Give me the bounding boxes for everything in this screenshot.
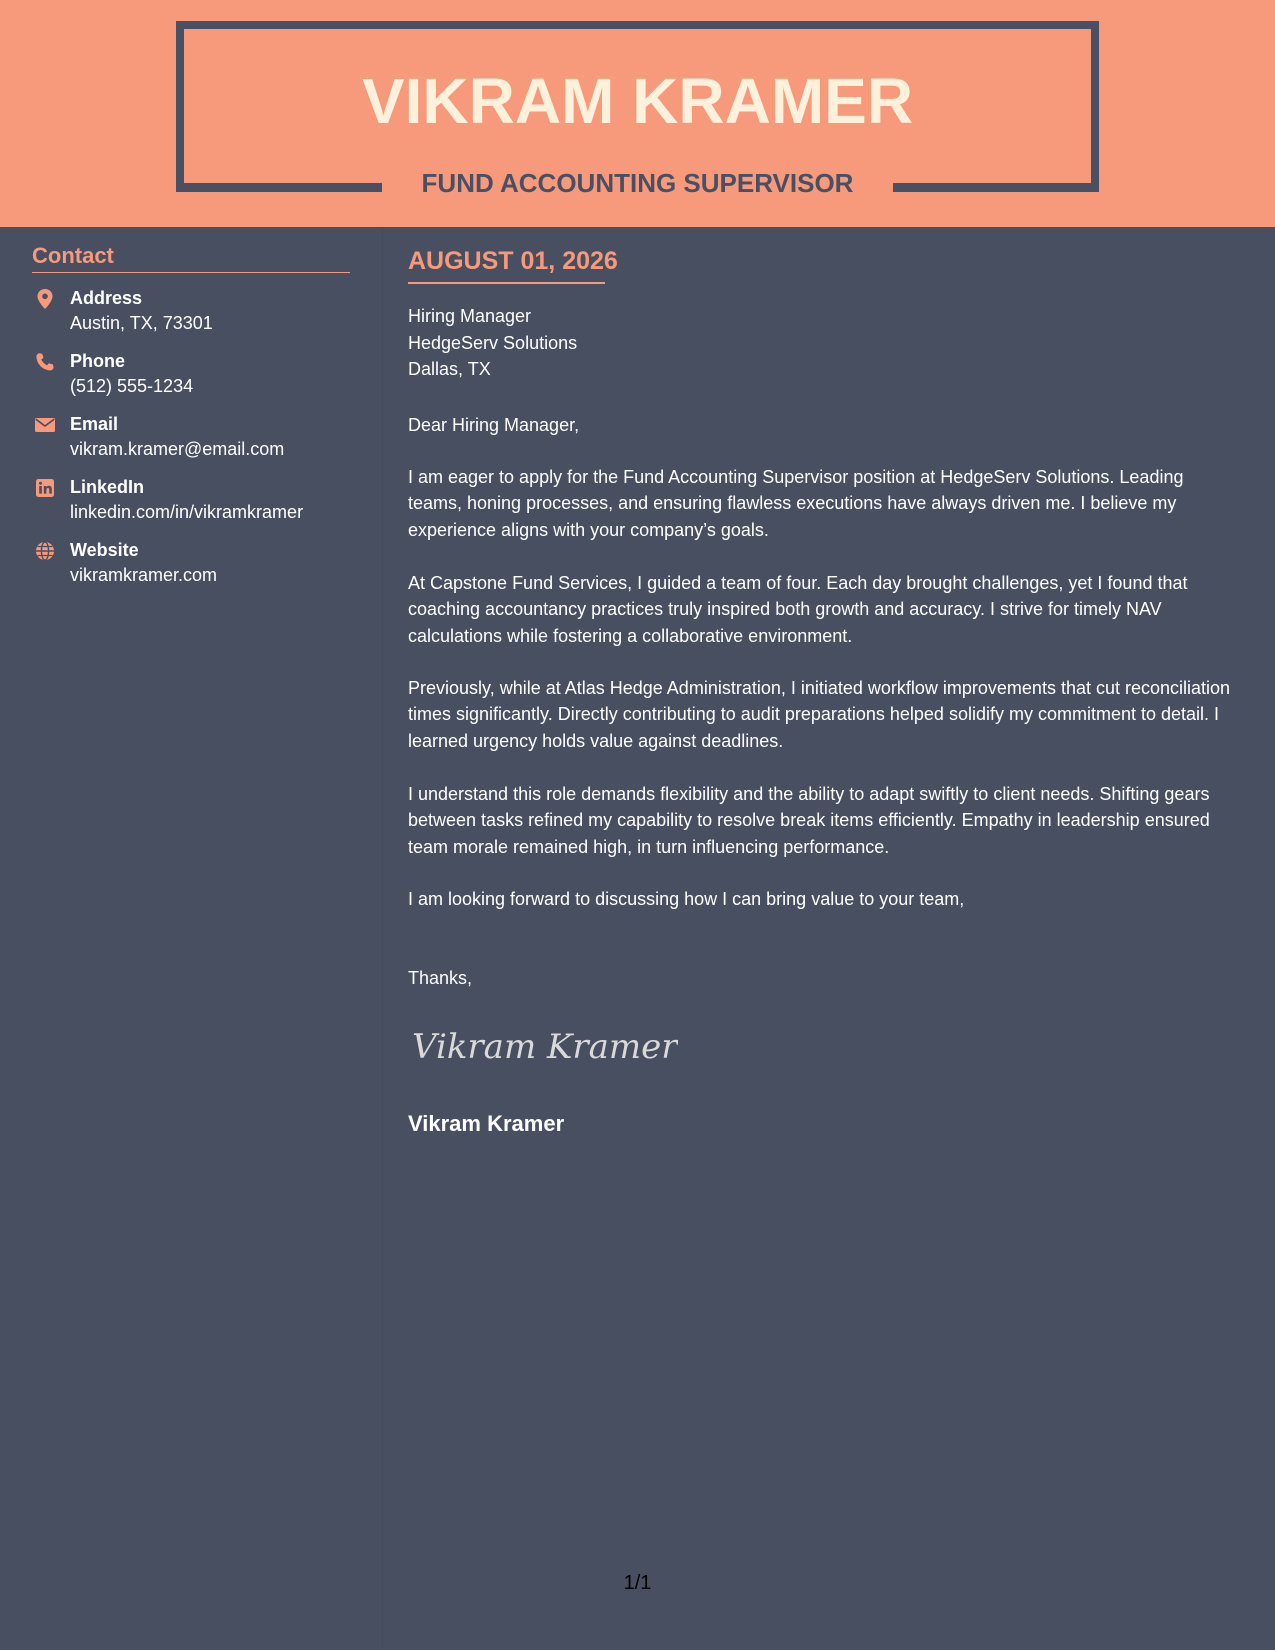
contact-heading: Contact bbox=[32, 243, 114, 268]
contact-label: Phone bbox=[70, 351, 126, 371]
email-link[interactable]: vikram.kramer@email.com bbox=[70, 439, 285, 459]
letter-paragraph: At Capstone Fund Services, I guided a team of four. Each day brought challenges, yet I found that coaching accountancy practices truly inspired both growth and accuracy. I strive for timely NAV calculations while fostering a collaborative environment. bbox=[408, 573, 1188, 646]
job-title: FUND ACCOUNTING SUPERVISOR bbox=[421, 168, 854, 198]
closing: Thanks, bbox=[408, 968, 473, 988]
contact-label: Website bbox=[70, 540, 139, 560]
date-underline bbox=[408, 282, 605, 284]
linkedin-link[interactable]: linkedin.com/in/vikramkramer bbox=[70, 502, 304, 522]
header-frame-left bbox=[176, 21, 184, 192]
header-frame-bottom-right bbox=[893, 183, 1099, 192]
header-frame-bottom-left bbox=[176, 183, 382, 192]
website-link[interactable]: vikramkramer.com bbox=[70, 565, 218, 585]
header-frame-top bbox=[176, 21, 1099, 29]
signer-name: Vikram Kramer bbox=[408, 1111, 565, 1136]
letter-paragraph: I am looking forward to discussing how I can bring value to your team, bbox=[408, 889, 965, 909]
header-banner bbox=[0, 0, 1275, 227]
contact-label: Address bbox=[70, 288, 143, 308]
phone-icon bbox=[32, 351, 58, 373]
recipient-line: HedgeServ Solutions bbox=[408, 332, 578, 353]
recipient-block bbox=[408, 303, 577, 383]
globe-icon bbox=[32, 540, 58, 562]
map-pin-icon bbox=[32, 288, 58, 310]
contact-heading-underline bbox=[32, 272, 350, 273]
contact-label[interactable]: Email bbox=[70, 414, 119, 434]
linkedin-icon bbox=[32, 477, 58, 499]
letter-paragraph: I understand this role demands flexibility and the ability to adapt swiftly to client needs. Shifting gears between tasks refined my capability to resolve break items efficiently. Empathy in leadership ensured team morale remained high, in turn influencing performance. bbox=[408, 784, 1210, 857]
signature-text: Vikram Kramer bbox=[412, 1027, 678, 1067]
handwritten-signature bbox=[408, 1020, 678, 1070]
applicant-name: VIKRAM KRAMER bbox=[361, 65, 914, 137]
recipient-line: Hiring Manager bbox=[408, 306, 532, 326]
letter-paragraph: I am eager to apply for the Fund Accounting Supervisor position at HedgeServ Solutions. Leading teams, honing processes, and ensuring flawless executions have always driven me. I believe my experience aligns with your company’s goals. bbox=[408, 467, 1184, 540]
recipient-line: Dallas, TX bbox=[408, 359, 491, 379]
letter-paragraph: Previously, while at Atlas Hedge Administration, I initiated workflow improvements that cut reconciliation times significantly. Directly contributing to audit preparations helped solidify my commitment to detail. I learned urgency holds value against deadlines. bbox=[408, 678, 1231, 751]
contact-label: LinkedIn bbox=[70, 477, 145, 497]
letter-date: AUGUST 01, 2026 bbox=[408, 247, 618, 275]
page-number: 1/1 bbox=[623, 1572, 652, 1594]
contact-value: (512) 555-1234 bbox=[70, 376, 194, 396]
sidebar-divider bbox=[382, 227, 383, 1650]
header-frame-right bbox=[1091, 21, 1099, 192]
envelope-icon bbox=[32, 414, 58, 436]
contact-value: Austin, TX, 73301 bbox=[70, 313, 213, 333]
salutation: Dear Hiring Manager, bbox=[408, 415, 580, 435]
